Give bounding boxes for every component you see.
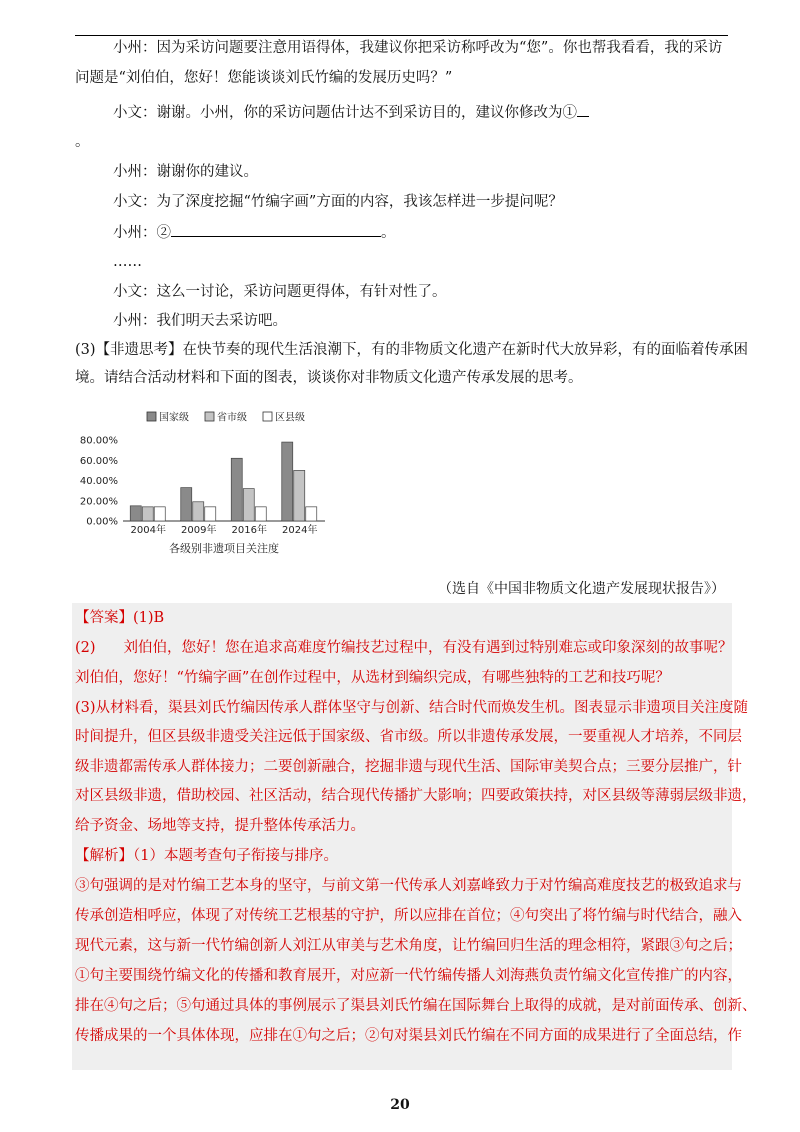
answer-3-line: 给予资金、场地等支持，提升整体传承活力。 [75, 818, 365, 834]
analysis-head [75, 846, 338, 866]
answer-1: (1)B [133, 610, 165, 626]
bar [181, 488, 192, 521]
analysis-line: 排在④句之后；⑤句通过具体的事例展示了渠县刘氏竹编在国际舞台上取得的成就，是对前面传承、创新、 [75, 998, 757, 1014]
bar [142, 507, 153, 521]
x-tick-label: 2009年 [181, 525, 217, 536]
answer-3-line: 时间提升，但区县级非遗受关注远低于国家级、省市级。所以非遗传承发展，一要重视人才培养，不同层 [75, 729, 742, 745]
y-tick-label: 0.00% [86, 516, 118, 528]
answer-2-line2: 刘伯伯，您好！“竹编字画”在创作过程中，从选材到编织完成，有哪些独特的工艺和技巧呢？ [75, 670, 670, 686]
bar [193, 502, 204, 521]
dialogue-line: 。 [75, 134, 90, 150]
dialogue-line: 小州：因为采访问题要注意用语得体，我建议你把采访称呼改为“您”。你也帮我看看，我的采访 [113, 40, 723, 56]
analysis-line: 传承创造相呼应，体现了对传统工艺根基的守护，所以应排在首位；④句突出了将竹编与时代结合，融入 [75, 908, 742, 924]
page-number: 20 [390, 1097, 410, 1113]
bar [255, 507, 266, 521]
x-tick-label: 2024年 [282, 525, 318, 536]
y-tick-label: 60.00% [79, 455, 118, 467]
bar [130, 506, 141, 521]
bar-chart [75, 405, 335, 560]
bar [243, 489, 254, 521]
dialogue-line: 小文：这么一讨论，采访问题更得体，有针对性了。 [113, 284, 447, 300]
answer-3-line: 对区县级非遗，借助校园、社区活动，结合现代传播扩大影响；四要政策扶持，对区县级等薄弱层级非遗， [75, 788, 757, 804]
bar [294, 470, 305, 521]
answer-tag: 【答案】 [75, 610, 133, 626]
x-tick-label: 2016年 [231, 525, 267, 536]
answer-3-line: 级非遗都需传承人群体接力；二要创新融合，挖掘非遗与现代生活、国际审美契合点；三要分层推广，针 [75, 759, 742, 775]
legend-swatch [147, 412, 156, 421]
y-tick-label: 80.00% [79, 435, 118, 447]
dialogue-text: 。 [381, 225, 396, 241]
analysis-tag: 【解析】 [75, 848, 133, 864]
dialogue-line: 问题是“刘伯伯，您好！您能谈谈刘氏竹编的发展历史吗？” [75, 70, 453, 86]
bar [205, 507, 216, 521]
legend-swatch [263, 412, 272, 421]
y-tick-label: 40.00% [79, 476, 118, 488]
answer-blank-1 [577, 102, 589, 117]
question-3-line2: 境。请结合活动材料和下面的图表，谈谈你对非物质文化遗产传承发展的思考。 [75, 370, 583, 386]
dialogue-line: 小文：为了深度挖掘“竹编字画”方面的内容，我该怎样进一步提问呢？ [113, 194, 563, 210]
dialogue-text: 小州：② [113, 225, 171, 241]
x-tick-label: 2004年 [130, 525, 166, 536]
legend-label: 省市级 [217, 412, 247, 424]
legend-label: 区县级 [275, 412, 305, 424]
dialogue-line [113, 222, 396, 243]
answer-2-line1 [75, 638, 733, 658]
bar [282, 442, 293, 521]
question-3-line1: (3)【非遗思考】在快节奏的现代生活浪潮下，有的非物质文化遗产在新时代大放异彩，有的面临着传承困 [75, 342, 749, 358]
legend-label: 国家级 [159, 412, 189, 424]
source-citation: （选自《中国非物质文化遗产发展现状报告》） [438, 581, 725, 597]
bar [154, 507, 165, 521]
answer-blank-2 [171, 222, 381, 237]
header-rule [75, 35, 728, 36]
analysis-line: 现代元素，这与新一代竹编创新人刘江从审美与艺术角度，让竹编回归生活的理念相符，紧跟③句之后； [75, 938, 742, 954]
answer-line [75, 608, 164, 628]
answer-2-text: 刘伯伯，您好！您在追求高难度竹编技艺过程中，有没有遇到过特别难忘或印象深刻的故事呢？ [123, 640, 733, 656]
dialogue-line [113, 102, 589, 123]
analysis-line: ①句主要围绕竹编文化的传播和教育展开，对应新一代竹编传播人刘海燕负责竹编文化宣传推广的内容， [75, 968, 742, 984]
bar [306, 507, 317, 521]
dialogue-line: 小州：我们明天去采访吧。 [113, 313, 287, 329]
analysis-head-text: （1）本题考查句子衔接与排序。 [133, 848, 338, 864]
chart-title: 各级别非遗项目关注度 [169, 542, 279, 555]
answer-3-line: (3)从材料看，渠县刘氏竹编因传承人群体坚守与创新、结合时代而焕发生机。图表显示非遗项目关注度随 [75, 700, 749, 716]
answer-2-number: (2) [75, 640, 96, 656]
ellipsis: …… [113, 254, 142, 270]
y-tick-label: 20.00% [79, 496, 118, 508]
dialogue-text: 小文：谢谢。小州，你的采访问题估计达不到采访目的，建议你修改为① [113, 105, 577, 121]
legend-swatch [205, 412, 214, 421]
analysis-line: 传播成果的一个具体体现，应排在①句之后；②句对渠县刘氏竹编在不同方面的成果进行了全面总结，作 [75, 1028, 742, 1044]
dialogue-line: 小州：谢谢你的建议。 [113, 164, 258, 180]
bar [231, 458, 242, 521]
analysis-line: ③句强调的是对竹编工艺本身的坚守，与前文第一代传承人刘嘉峰致力于对竹编高难度技艺的极致追求与 [75, 878, 742, 894]
